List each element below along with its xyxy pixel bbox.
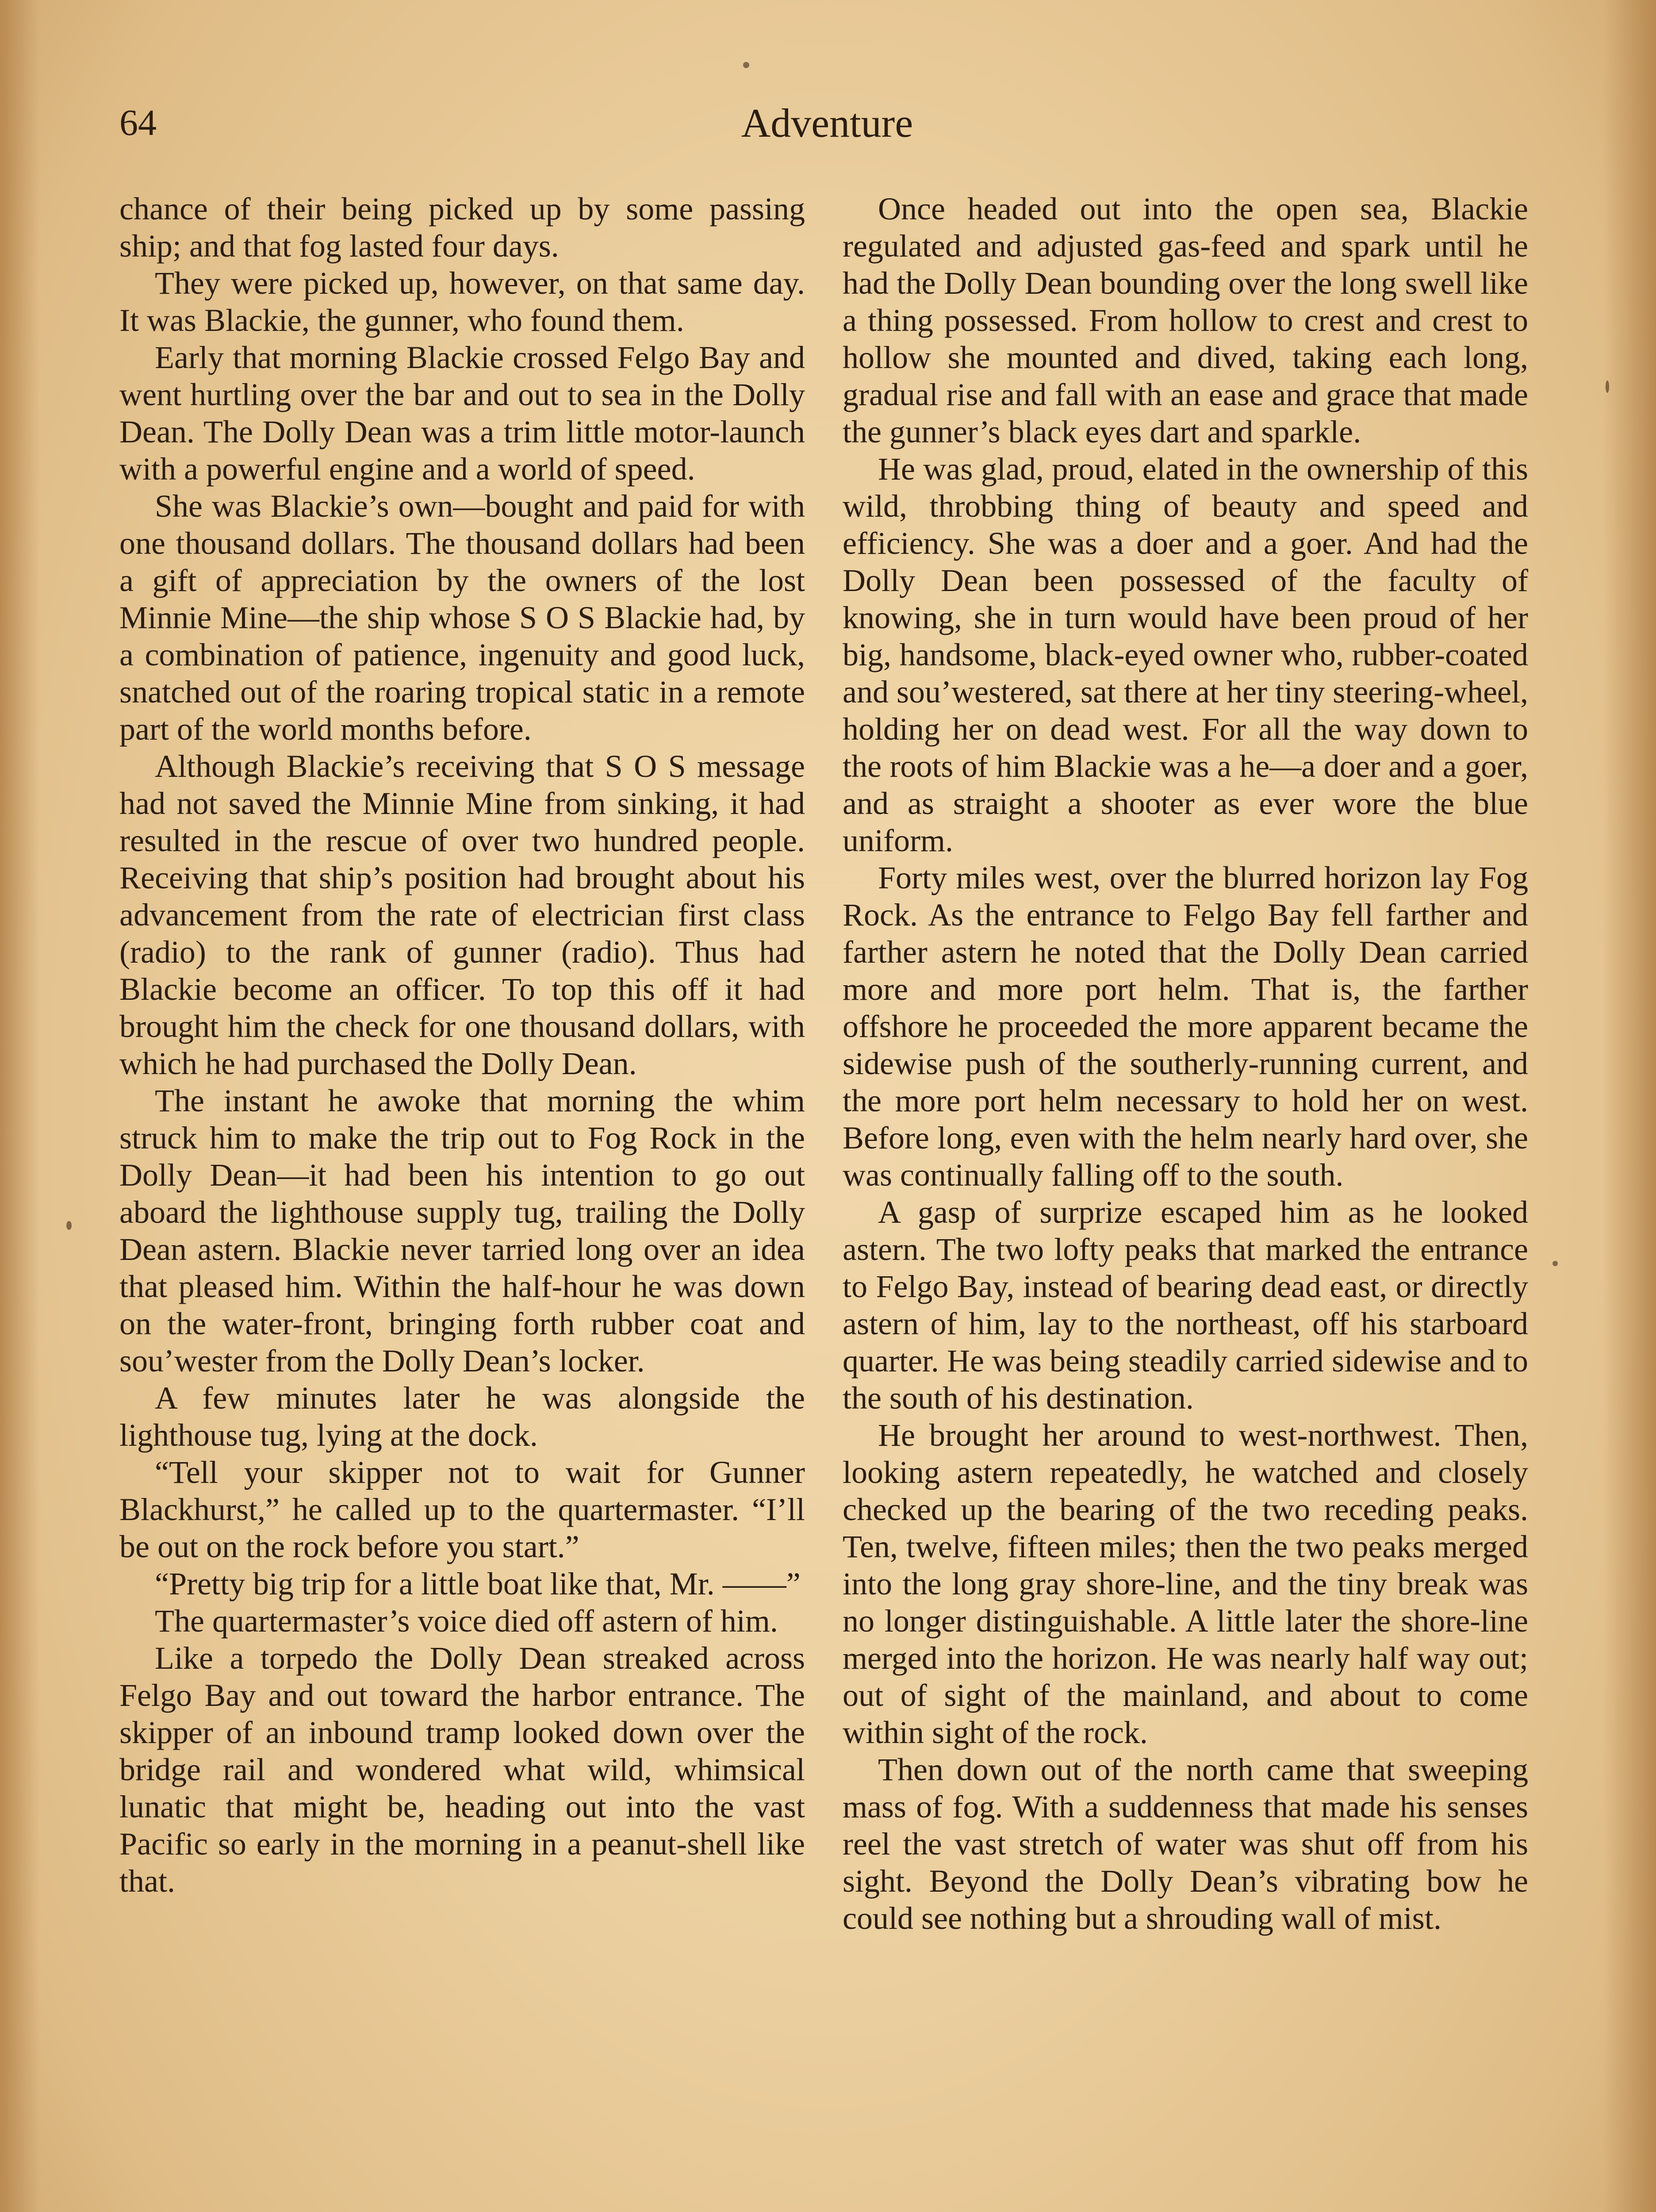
paragraph: They were picked up, however, on that same day. It was Blackie, the gunner, who found them.	[119, 265, 805, 338]
text-column-right	[843, 190, 1528, 1937]
paragraph: Forty miles west, over the blurred horizon lay Fog Rock. As the entrance to Felgo Bay fell farther and farther astern he noted that the Dolly Dean carried more and more port helm. That is, the farther offshore he proceeded the more apparent became the sidewise push of the southerly-running current, and the more port helm necessary to hold her on west. Before long, even with the helm nearly hard over, she was continually falling off to the south.	[843, 860, 1528, 1193]
page-edge-shading	[1603, 0, 1656, 2212]
paragraph: The instant he awoke that morning the whim struck him to make the trip out to Fog Rock in the Dolly Dean—it had been his intention to go out aboard the lighthouse supply tug, trailing the Dolly Dean astern. Blackie never tarried long over an idea that pleased him. Within the half-hour he was down on the water-front, bringing forth rubber coat and sou’wester from the Dolly Dean’s locker.	[119, 1083, 805, 1379]
paragraph: Like a torpedo the Dolly Dean streaked across Felgo Bay and out toward the harbor entrance. The skipper of an inbound tramp looked down over the bridge rail and wondered what wild, whimsical lunatic that might be, heading out into the vast Pacific so early in the morning in a peanut-shell like that.	[119, 1640, 805, 1899]
page-edge-shading	[0, 0, 40, 2212]
paragraph: “Pretty big trip for a little boat like that, Mr. ——”	[155, 1566, 801, 1601]
paragraph: A gasp of surprize escaped him as he looked astern. The two lofty peaks that marked the entrance to Felgo Bay, instead of bearing dead east, or directly astern of him, lay to the northeast, off his starboard quarter. He was being steadily carried sidewise and to the south of his destination.	[843, 1194, 1528, 1416]
paper-speck	[66, 1221, 72, 1230]
paragraph: Once headed out into the open sea, Blackie regulated and adjusted gas-feed and spark until he had the Dolly Dean bounding over the long swell like a thing possessed. From hollow to crest and crest to hollow she mounted and dived, taking each long, gradual rise and fall with an ease and grace that made the gunner’s black eyes dart and sparkle.	[843, 191, 1528, 449]
paragraph: Then down out of the north came that sweeping mass of fog. With a suddenness that made his senses reel the vast stretch of water was shut off from his sight. Beyond the Dolly Dean’s vibrating bow he could see nothing but a shrouding wall of mist.	[843, 1752, 1528, 1936]
paragraph: He brought her around to west-northwest. Then, looking astern repeatedly, he watched and closely checked up the bearing of the two receding peaks. Ten, twelve, fifteen miles; then the two peaks merged into the long gray shore-line, and the tiny break was no longer distinguishable. A little later the shore-line merged into the horizon. He was nearly half way out; out of sight of the mainland, and about to come within sight of the rock.	[843, 1417, 1528, 1750]
paragraph: chance of their being picked up by some passing ship; and that fog lasted four days.	[119, 191, 805, 264]
paragraph: “Tell your skipper not to wait for Gunner Blackhurst,” he called up to the quartermaster. “I’ll be out on the rock before you start.”	[119, 1455, 805, 1564]
page-number: 64	[119, 102, 157, 143]
paragraph: The quartermaster’s voice died off astern of him.	[155, 1603, 778, 1639]
paragraph: A few minutes later he was alongside the lighthouse tug, lying at the dock.	[119, 1380, 805, 1453]
paragraph: Although Blackie’s receiving that S O S message had not saved the Minnie Mine from sinking, it had resulted in the rescue of over two hundred people. Receiving that ship’s position had brought about his advancement from the rate of electrician first class (radio) to the rank of gunner (radio). Thus had Blackie become an officer. To top this off it had brought him the check for one thousand dollars, with which he had purchased the Dolly Dean.	[119, 749, 805, 1081]
paper-speck	[1606, 380, 1609, 393]
paper-speck	[743, 62, 749, 68]
running-head: Adventure	[741, 100, 913, 146]
paragraph: She was Blackie’s own—bought and paid for with one thousand dollars. The thousand dollars had been a gift of appreciation by the owners of the lost Minnie Mine—the ship whose S O S Blackie had, by a combination of patience, ingenuity and good luck, snatched out of the roaring tropical static in a remote part of the world months before.	[119, 488, 805, 747]
paper-speck	[1552, 1261, 1558, 1266]
text-column-left	[119, 190, 805, 1900]
paragraph: He was glad, proud, elated in the ownership of this wild, throbbing thing of beauty and speed and efficiency. She was a doer and a goer. And had the Dolly Dean been possessed of the faculty of knowing, she in turn would have been proud of her big, handsome, black-eyed owner who, rubber-coated and sou’westered, sat there at her tiny steering-wheel, holding her on dead west. For all the way down to the roots of him Blackie was a he—a doer and a goer, and as straight a shooter as ever wore the blue uniform.	[843, 451, 1528, 858]
paragraph: Early that morning Blackie crossed Felgo Bay and went hurtling over the bar and out to sea in the Dolly Dean. The Dolly Dean was a trim little motor-launch with a powerful engine and a world of speed.	[119, 340, 805, 487]
